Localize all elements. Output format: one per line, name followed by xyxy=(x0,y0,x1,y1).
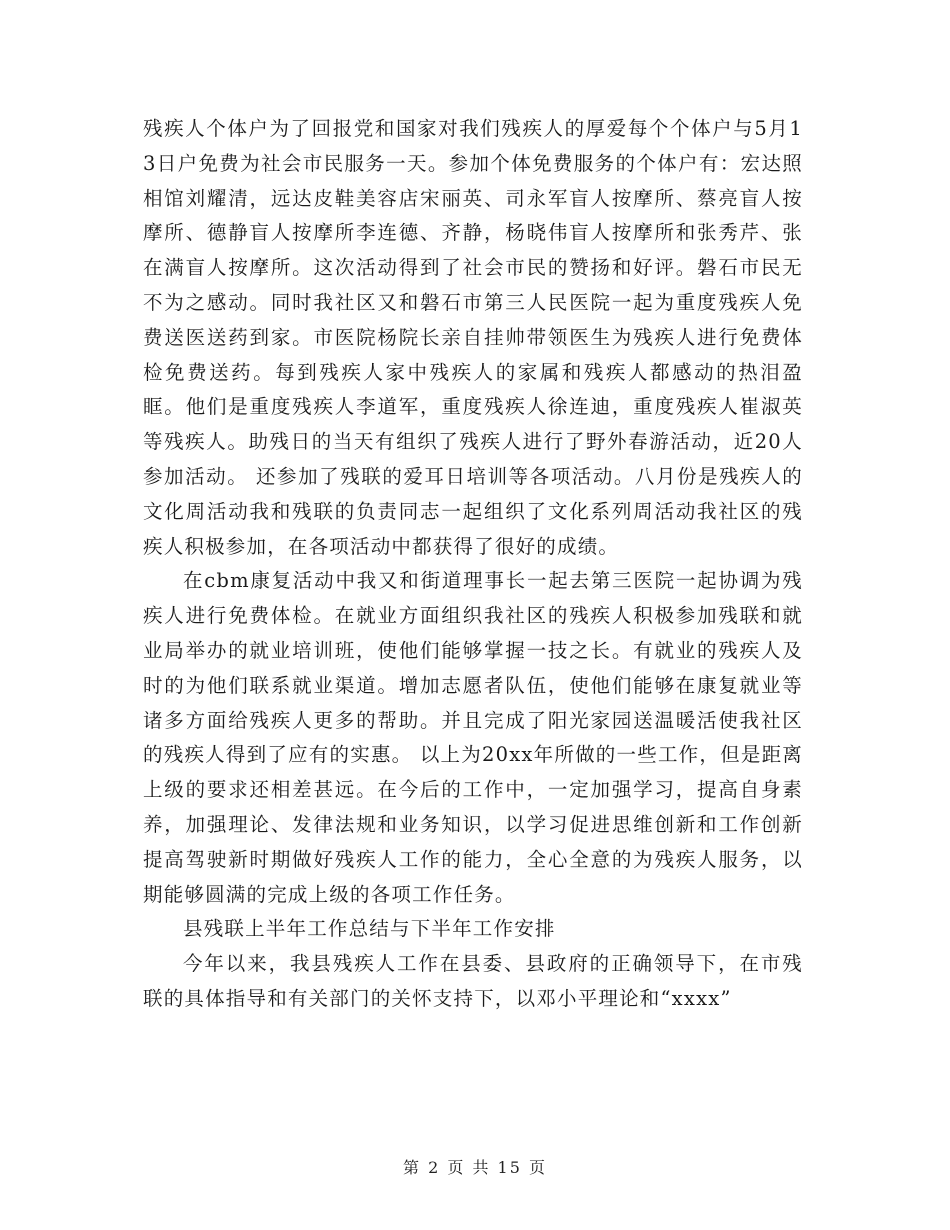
body-paragraph-3: 今年以来，我县残疾人工作在县委、县政府的正确领导下，在市残联的具体指导和有关部门的关怀支持下，以邓小平理论和“xxxx” xyxy=(143,952,803,1010)
section-heading: 县残联上半年工作总结与下半年工作安排 xyxy=(183,917,556,941)
page-footer: 第 2 页 共 15 页 xyxy=(403,1158,547,1177)
body-paragraph-2: 在cbm康复活动中我又和街道理事长一起去第三医院一起协调为残疾人进行免费体检。在就业方面组织我社区的残疾人积极参加残联和就业局举办的就业培训班，使他们能够掌握一技之长。有就业的残疾人及时的为他们联系就业渠道。增加志愿者队伍，使他们能够在康复就业等诸多方面给残疾人更多的帮助。并且完成了阳光家园送温暖活使我社区的残疾人得到了应有的实惠。 以上为20xx年所做的一些工作，但是距离上级的要求还相差甚远。在今后的工作中，一定加强学习，提高自身素养，加强理论、发律法规和业务知识，以学习促进思维创新和工作创新提高驾驶新时期做好残疾人工作的能力，全心全意的为残疾人服务，以期能够圆满的完成上级的各项工作任务。 xyxy=(143,569,803,906)
document-body xyxy=(143,112,803,1017)
body-paragraph-1: 残疾人个体户为了回报党和国家对我们残疾人的厚爱每个个体户与5月13日户免费为社会市民服务一天。参加个体免费服务的个体户有：宏达照相馆刘耀清，远达皮鞋美容店宋丽英、司永军盲人按摩所、蔡亮盲人按摩所、德静盲人按摩所李连德、齐静，杨晓伟盲人按摩所和张秀芹、张在满盲人按摩所。这次活动得到了社会市民的赞扬和好评。磐石市民无不为之感动。同时我社区又和磐石市第三人民医院一起为重度残疾人免费送医送药到家。市医院杨院长亲自挂帅带领医生为残疾人进行免费体检免费送药。每到残疾人家中残疾人的家属和残疾人都感动的热泪盈眶。他们是重度残疾人李道军，重度残疾人徐连迪，重度残疾人崔淑英等残疾人。助残日的当天有组织了残疾人进行了野外春游活动，近20人参加活动。 还参加了残联的爱耳日培训等各项活动。八月份是残疾人的文化周活动我和残联的负责同志一起组织了文化系列周活动我社区的残疾人积极参加，在各项活动中都获得了很好的成绩。 xyxy=(143,117,803,558)
